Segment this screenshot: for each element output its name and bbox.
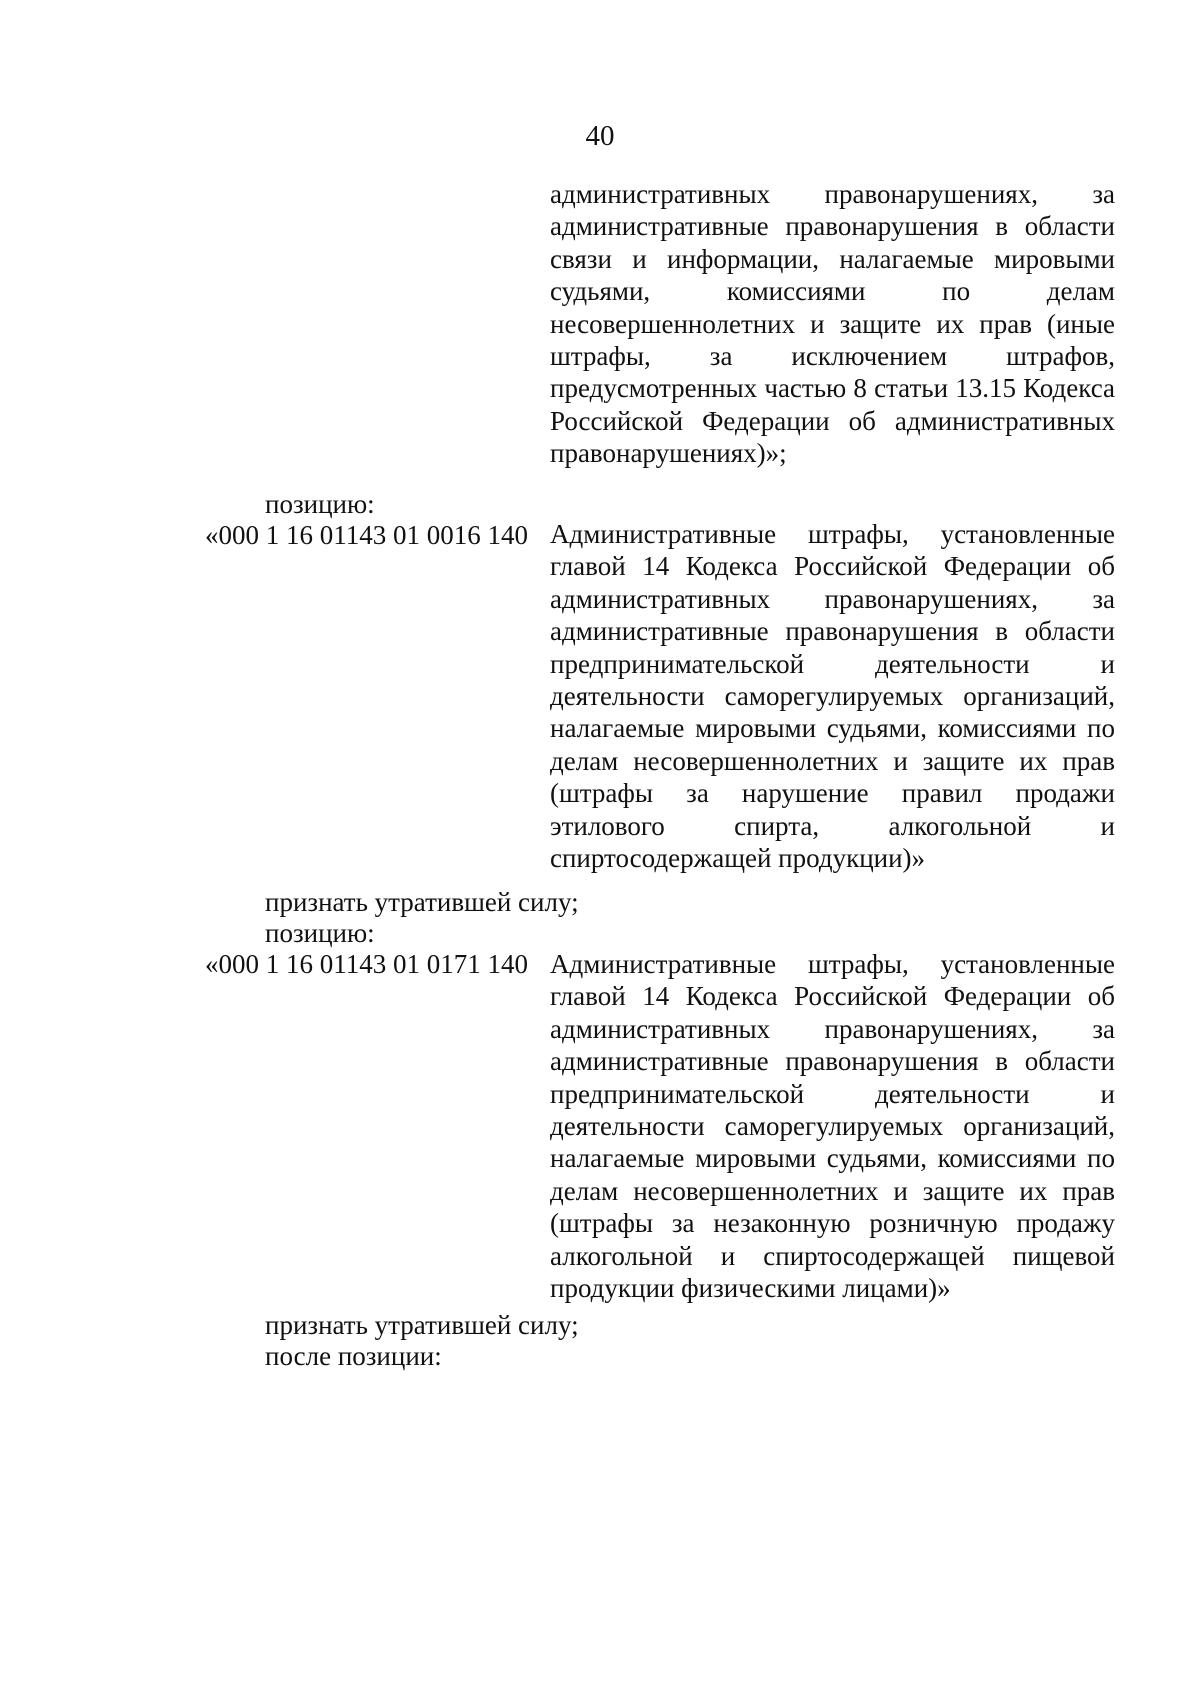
position-intro-2: позицию: (265, 918, 375, 948)
repeal-statement-1: признать утратившей силу; (265, 887, 579, 917)
budget-code-2: «000 1 16 01143 01 0171 140 (205, 949, 528, 979)
budget-code-1: «000 1 16 01143 01 0016 140 (205, 520, 528, 550)
page-number: 40 (585, 120, 615, 152)
repeal-statement-2: признать утратившей силу; (265, 1310, 579, 1340)
position-intro-1: позицию: (265, 489, 375, 519)
code-description-1: Административные штрафы, установленные главой 14 Кодекса Российской Федерации об административных правонарушениях, за административные правонарушения в области предпринимательской деятельности и деятельности саморегулируемых организаций, налагаемые мировыми судьями, комиссиями по делам несовершеннолетних и защите их прав (штрафы за нарушение правил продажи этилового спирта, алкогольной и спиртосодержащей продукции)» (550, 519, 1115, 874)
continued-description: административных правонарушениях, за административные правонарушения в области связи и информации, налагаемые мировыми судьями, комиссиями по делам несовершеннолетних и защите их прав (иные штрафы, за исключением штрафов, предусмотренных частью 8 статьи 13.15 Кодекса Российской Федерации об административных правонарушениях)»; (550, 179, 1115, 469)
after-position-intro: после позиции: (265, 1341, 442, 1371)
code-description-2: Административные штрафы, установленные главой 14 Кодекса Российской Федерации об административных правонарушениях, за административные правонарушения в области предпринимательской деятельности и деятельности саморегулируемых организаций, налагаемые мировыми судьями, комиссиями по делам несовершеннолетних и защите их прав (штрафы за незаконную розничную продажу алкогольной и спиртосодержащей пищевой продукции физическими лицами)» (550, 949, 1115, 1304)
